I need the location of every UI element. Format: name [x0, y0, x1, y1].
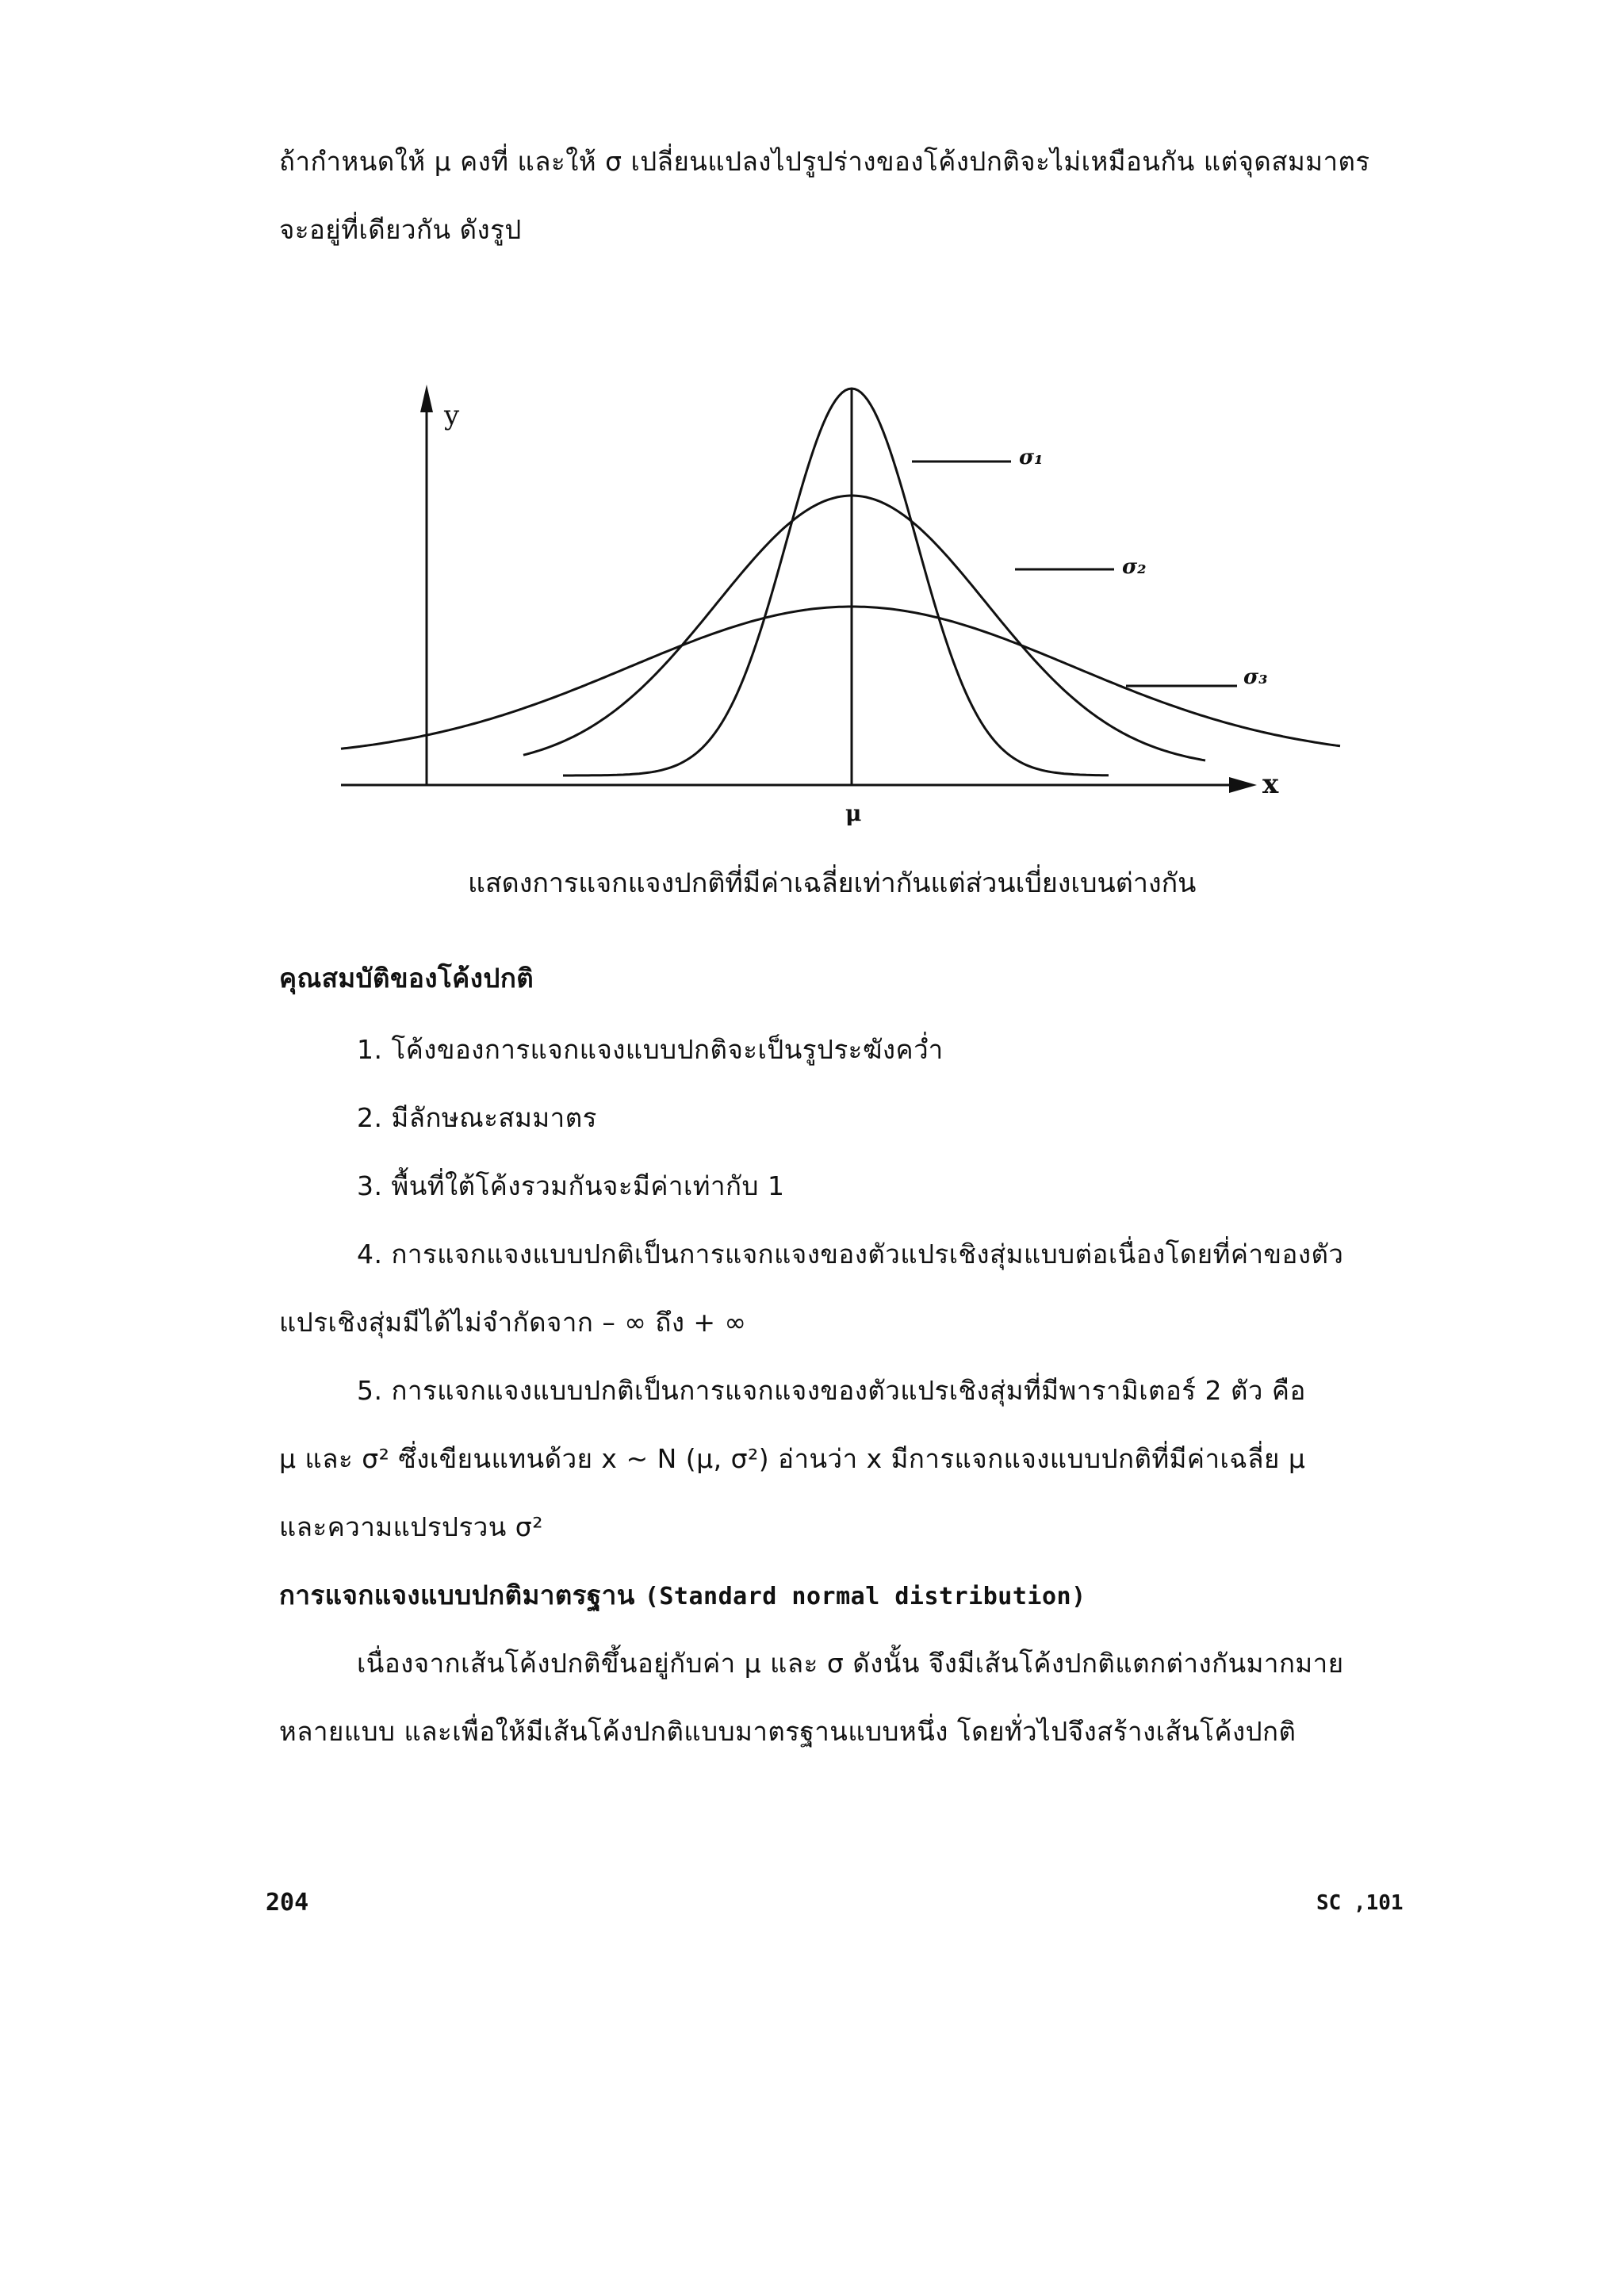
- property-item-4-line-2: แปรเชิงสุ่มมีได้ไม่จำกัดจาก – ∞ ถึง + ∞: [279, 1307, 747, 1338]
- x-axis-label: x: [1262, 768, 1279, 800]
- page-number: 204: [266, 1889, 309, 1917]
- property-item-1: 1. โค้งของการแจกแจงแบบปกติจะเป็นรูประฆังคว่ำ: [357, 1034, 944, 1065]
- sigma-1-label: σ₁: [1019, 446, 1044, 469]
- sigma-3-label: σ₃: [1243, 665, 1268, 689]
- properties-heading: คุณสมบัติของโค้งปกติ: [279, 963, 534, 994]
- y-axis-label: y: [444, 400, 460, 431]
- sigma-2-label: σ₂: [1122, 555, 1147, 579]
- standard-normal-heading-english: (Standard normal distribution): [644, 1583, 1086, 1610]
- standard-normal-line-2: หลายแบบ และเพื่อให้มีเส้นโค้งปกติแบบมาตรฐานแบบหนึ่ง โดยทั่วไปจึงสร้างเส้นโค้งปกติ: [279, 1716, 1297, 1747]
- x-axis-arrow: [1229, 777, 1257, 793]
- property-item-5-line-3: และความแปรปรวน σ²: [279, 1511, 543, 1542]
- property-item-5-line-2: μ และ σ² ซึ่งเขียนแทนด้วย x ~ N (μ, σ²) อ่านว่า x มีการแจกแจงแบบปกติที่มีค่าเฉลี่ย μ: [279, 1443, 1306, 1474]
- property-item-4-line-1: 4. การแจกแจงแบบปกติเป็นการแจกแจงของตัวแปรเชิงสุ่มแบบต่อเนื่องโดยที่ค่าของตัว: [357, 1239, 1344, 1270]
- property-item-2: 2. มีลักษณะสมมาตร: [357, 1102, 597, 1133]
- standard-normal-heading-thai: การแจกแจงแบบปกติมาตรฐาน: [279, 1580, 635, 1610]
- property-item-3: 3. พื้นที่ใต้โค้งรวมกันจะมีค่าเท่ากับ 1: [357, 1170, 785, 1201]
- intro-line-1: ถ้ากำหนดให้ μ คงที่ และให้ σ เปลี่ยนแปลงไปรูปร่างของโค้งปกติจะไม่เหมือนกัน แต่จุดสมมาตร: [279, 146, 1370, 177]
- standard-normal-heading: [279, 1578, 1086, 1614]
- curve-sigma-2: [523, 496, 1205, 760]
- figure-caption: แสดงการแจกแจงปกติที่มีค่าเฉลี่ยเท่ากันแต่ส่วนเบี่ยงเบนต่างกัน: [468, 867, 1197, 899]
- curve-sigma-3: [341, 607, 1340, 749]
- mean-label: μ: [845, 800, 862, 826]
- property-item-5-line-1: 5. การแจกแจงแบบปกติเป็นการแจกแจงของตัวแปรเชิงสุ่มที่มีพารามิเตอร์ 2 ตัว คือ: [357, 1375, 1306, 1406]
- course-code: SC ,101: [1316, 1891, 1404, 1915]
- intro-line-2: จะอยู่ที่เดียวกัน ดังรูป: [279, 214, 522, 245]
- normal-curves-figure: [0, 0, 1624, 888]
- y-axis-arrow: [420, 385, 433, 412]
- standard-normal-line-1: เนื่องจากเส้นโค้งปกติขึ้นอยู่กับค่า μ และ σ ดังนั้น จึงมีเส้นโค้งปกติแตกต่างกันมากมาย: [357, 1648, 1344, 1679]
